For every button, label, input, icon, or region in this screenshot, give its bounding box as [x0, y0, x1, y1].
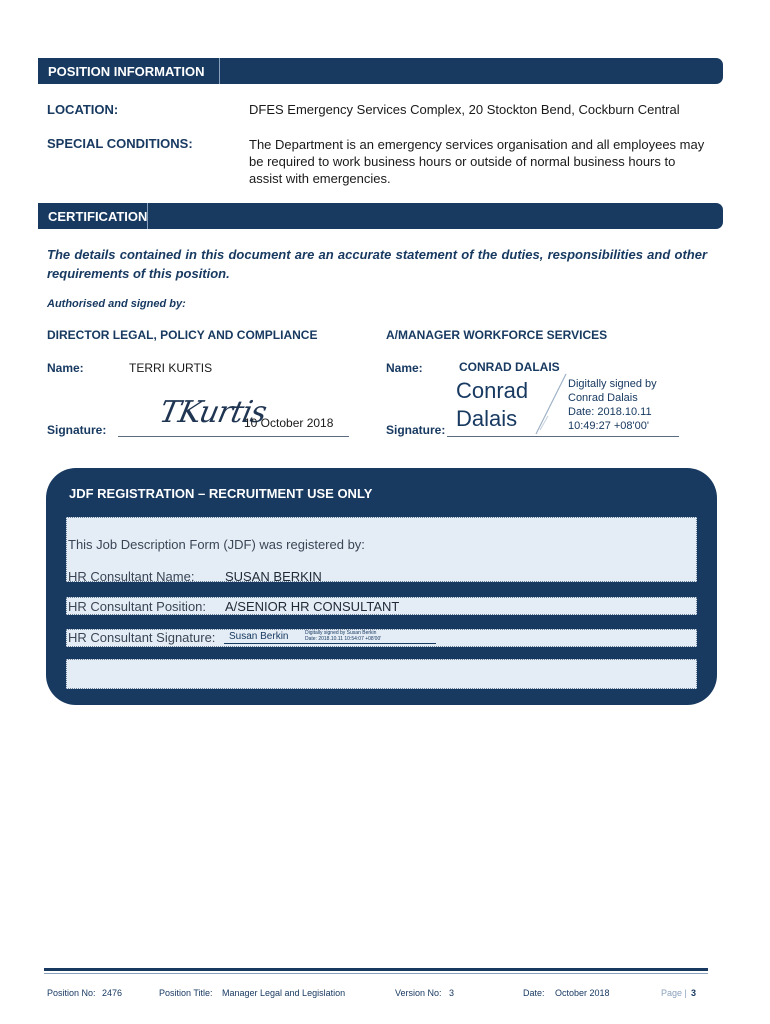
- digital-signed-line-2: Conrad Dalais: [568, 392, 638, 404]
- right-name-value: CONRAD DALAIS: [459, 360, 560, 374]
- location-label: LOCATION:: [47, 102, 119, 117]
- susan-digital-line-1: Digitally signed by Susan Berkin: [305, 630, 377, 636]
- footer-rule: [44, 968, 708, 971]
- hr-consultant-position-label: HR Consultant Position:: [68, 599, 207, 614]
- footer-position-title-label: Position Title:: [159, 988, 213, 998]
- conrad-signature-first: Conrad: [456, 378, 529, 403]
- certification-header: [38, 203, 723, 229]
- footer-position-title: Manager Legal and Legislation: [222, 988, 346, 998]
- susan-digital-line-2: Date: 2018.10.11 10:54:07 +08'00': [305, 636, 382, 642]
- left-name-value: TERRI KURTIS: [129, 361, 213, 375]
- authorised-by-label: Authorised and signed by:: [47, 298, 186, 310]
- jdf-blank-box: [66, 659, 697, 689]
- hr-consultant-signature-label: HR Consultant Signature:: [68, 630, 216, 645]
- special-conditions-line-3: assist with emergencies.: [249, 171, 391, 186]
- special-conditions-line-1: The Department is an emergency services organisation and all employees may: [249, 137, 705, 152]
- right-signatory-role: A/MANAGER WORKFORCE SERVICES: [386, 328, 608, 342]
- left-name-label: Name:: [47, 361, 84, 375]
- hr-signature-underline: [224, 643, 436, 644]
- hr-consultant-name-label: HR Consultant Name:: [68, 569, 195, 584]
- footer-date-label: Date:: [523, 988, 545, 998]
- digital-signed-line-1: Digitally signed by: [568, 378, 657, 390]
- right-name-label: Name:: [386, 361, 423, 375]
- location-value: DFES Emergency Services Complex, 20 Stockton Bend, Cockburn Central: [249, 102, 680, 117]
- digital-signature-mark-icon: [534, 372, 568, 436]
- digital-signed-line-4: 10:49:27 +08'00': [568, 420, 649, 432]
- footer-version-label: Version No:: [395, 988, 442, 998]
- position-information-title: POSITION INFORMATION: [38, 58, 220, 84]
- right-signature-line: [447, 436, 679, 437]
- footer-version: 3: [449, 988, 455, 998]
- susan-berkin-signature: Susan Berkin: [229, 631, 289, 642]
- hr-consultant-position-value: A/SENIOR HR CONSULTANT: [225, 599, 400, 614]
- left-signature-line: [118, 436, 349, 437]
- footer-position-no-label: Position No:: [47, 988, 96, 998]
- terri-kurtis-handwritten-signature: TKurtis: [156, 395, 270, 430]
- left-signature-date: 10 October 2018: [244, 416, 334, 430]
- certification-statement: The details contained in this document are an accurate statement of the duties, responsibilities and other requirements of this position.: [47, 247, 707, 281]
- digital-signed-line-3: Date: 2018.10.11: [568, 406, 652, 418]
- hr-consultant-name-value: SUSAN BERKIN: [225, 569, 322, 584]
- footer-page-number: 3: [691, 988, 697, 998]
- footer-rule-thin: [44, 973, 708, 974]
- position-information-header: [38, 58, 723, 84]
- footer-page-label: Page |: [661, 988, 687, 998]
- conrad-signature-last: Dalais: [456, 406, 518, 431]
- left-signatory-role: DIRECTOR LEGAL, POLICY AND COMPLIANCE: [47, 328, 318, 342]
- footer-position-no: 2476: [102, 988, 123, 998]
- left-signature-label: Signature:: [47, 423, 107, 437]
- jdf-registration-title: JDF REGISTRATION – RECRUITMENT USE ONLY: [69, 486, 373, 501]
- footer-date: October 2018: [555, 988, 610, 998]
- jdf-registered-by-text: This Job Description Form (JDF) was registered by:: [68, 537, 365, 552]
- special-conditions-line-2: be required to work business hours or outside of normal business hours to: [249, 154, 676, 169]
- right-signature-label: Signature:: [386, 423, 446, 437]
- certification-title: CERTIFICATION: [38, 203, 148, 229]
- special-conditions-label: SPECIAL CONDITIONS:: [47, 136, 193, 151]
